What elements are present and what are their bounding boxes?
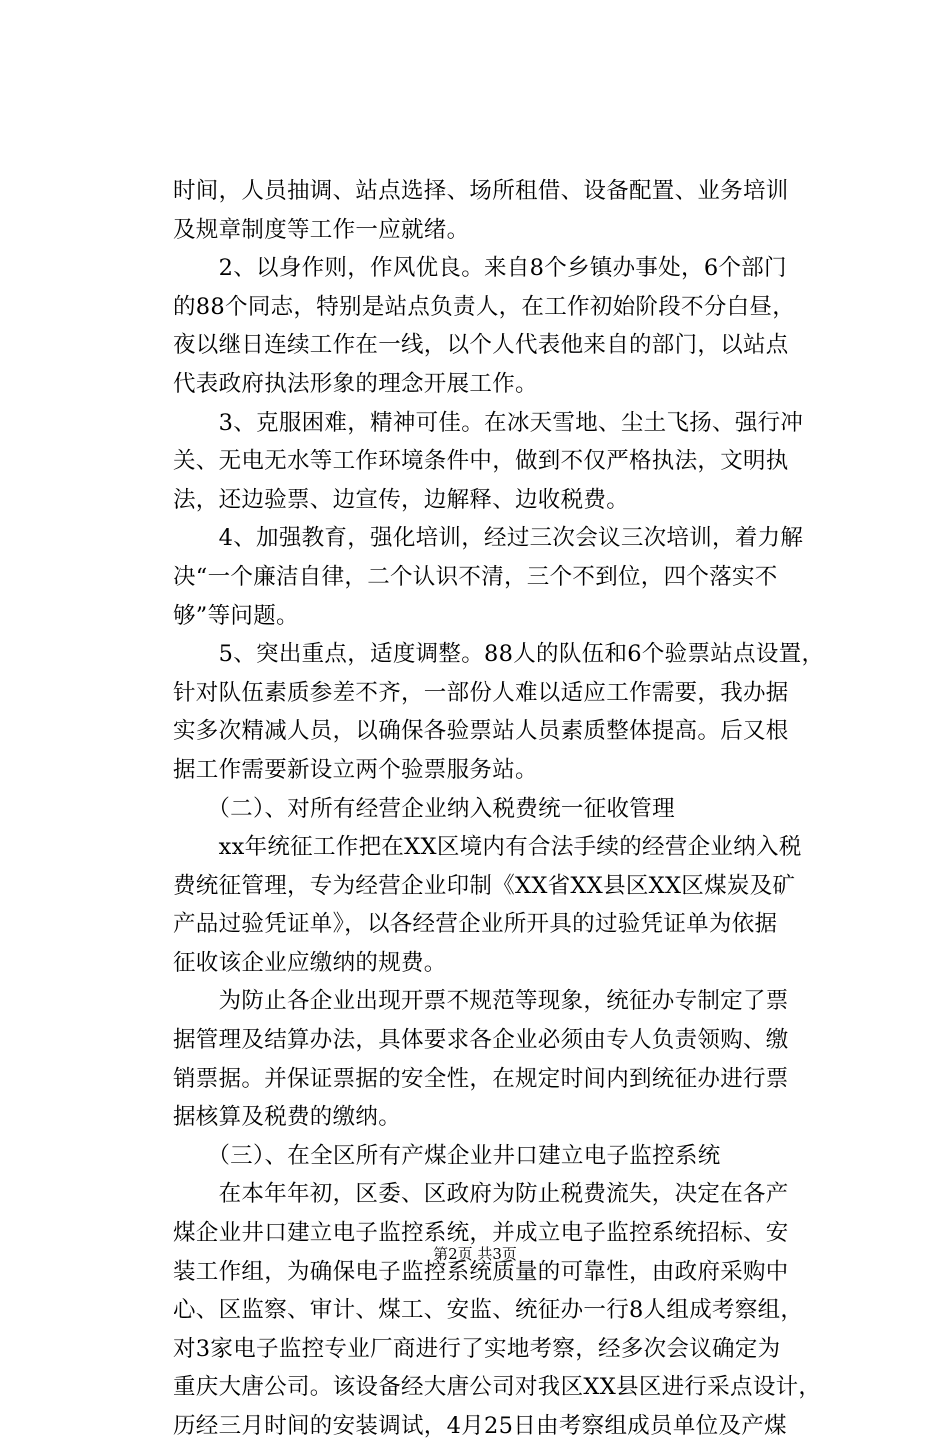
text-line: 重庆大唐公司。该设备经大唐公司对我区XX县区进行采点设计， xyxy=(173,1374,822,1401)
text-line: 装工作组，为确保电子监控系统质量的可靠性，由政府采购中 xyxy=(173,1258,789,1285)
text-line: 据管理及结算办法，具体要求各企业必须由专人负责领购、缴 xyxy=(173,1027,789,1054)
text-line: 关、无电无水等工作环境条件中，做到不仅严格执法，文明执 xyxy=(173,448,789,475)
text-line: 针对队伍素质参差不齐，一部份人难以适应工作需要，我办据 xyxy=(173,679,789,706)
text-line: 够”等问题。 xyxy=(173,602,299,629)
text-line: 4、加强教育，强化培训，经过三次会议三次培训，着力解 xyxy=(173,525,804,552)
page-footer xyxy=(0,1244,950,1264)
text-line: 对3家电子监控专业厂商进行了实地考察，经多次会议确定为 xyxy=(173,1335,781,1362)
section-heading: （三）、在全区所有产煤企业井口建立电子监控系统 xyxy=(173,1142,721,1169)
text-line: 据核算及税费的缴纳。 xyxy=(173,1104,402,1131)
page-number: 第2页 共3页 xyxy=(433,1245,517,1263)
text-line: 夜以继日连续工作在一线，以个人代表他来自的部门，以站点 xyxy=(173,332,789,359)
text-line: 历经三月时间的安装调试，4月25日由考察组成员单位及产煤 xyxy=(173,1413,787,1439)
text-line: 决“一个廉洁自律，二个认识不清，三个不到位，四个落实不 xyxy=(173,563,778,590)
text-line: 及规章制度等工作一应就绪。 xyxy=(173,216,470,243)
text-line: 代表政府执法形象的理念开展工作。 xyxy=(173,370,538,397)
text-line: 实多次精减人员，以确保各验票站人员素质整体提高。后又根 xyxy=(173,718,789,745)
text-line: 产品过验凭证单》，以各经营企业所开具的过验凭证单为依据 xyxy=(173,911,778,938)
text-line: 费统征管理，专为经营企业印制《XX省XX县区XX区煤炭及矿 xyxy=(173,872,796,899)
text-line: 法，还边验票、边宣传，边解释、边收税费。 xyxy=(173,486,630,513)
text-line: 征收该企业应缴纳的规费。 xyxy=(173,949,447,976)
text-line: 在本年年初，区委、区政府为防止税费流失，决定在各产 xyxy=(173,1181,789,1208)
text-line: 的88个同志，特别是站点负责人，在工作初始阶段不分白昼， xyxy=(173,293,796,320)
text-line: 5、突出重点，适度调整。88人的队伍和6个验票站点设置， xyxy=(173,641,825,668)
section-heading: （二）、对所有经营企业纳入税费统一征收管理 xyxy=(173,795,675,822)
text-line: 为防止各企业出现开票不规范等现象，统征办专制定了票 xyxy=(173,988,789,1015)
text-line: 煤企业井口建立电子监控系统，并成立电子监控系统招标、安 xyxy=(173,1220,789,1247)
text-line: 3、克服困难，精神可佳。在冰天雪地、尘土飞扬、强行冲 xyxy=(173,409,804,436)
text-line: 销票据。并保证票据的安全性，在规定时间内到统征办进行票 xyxy=(173,1065,789,1092)
text-line: 时间，人员抽调、站点选择、场所租借、设备配置、业务培训 xyxy=(173,178,789,204)
text-line: 心、区监察、审计、煤工、安监、统征办一行8人组成考察组， xyxy=(173,1297,804,1324)
text-line: 2、以身作则，作风优良。来自8个乡镇办事处，6个部门 xyxy=(173,255,787,282)
text-line: 据工作需要新设立两个验票服务站。 xyxy=(173,756,538,783)
text-line: xx年统征工作把在XX区境内有合法手续的经营企业纳入税 xyxy=(173,834,802,861)
